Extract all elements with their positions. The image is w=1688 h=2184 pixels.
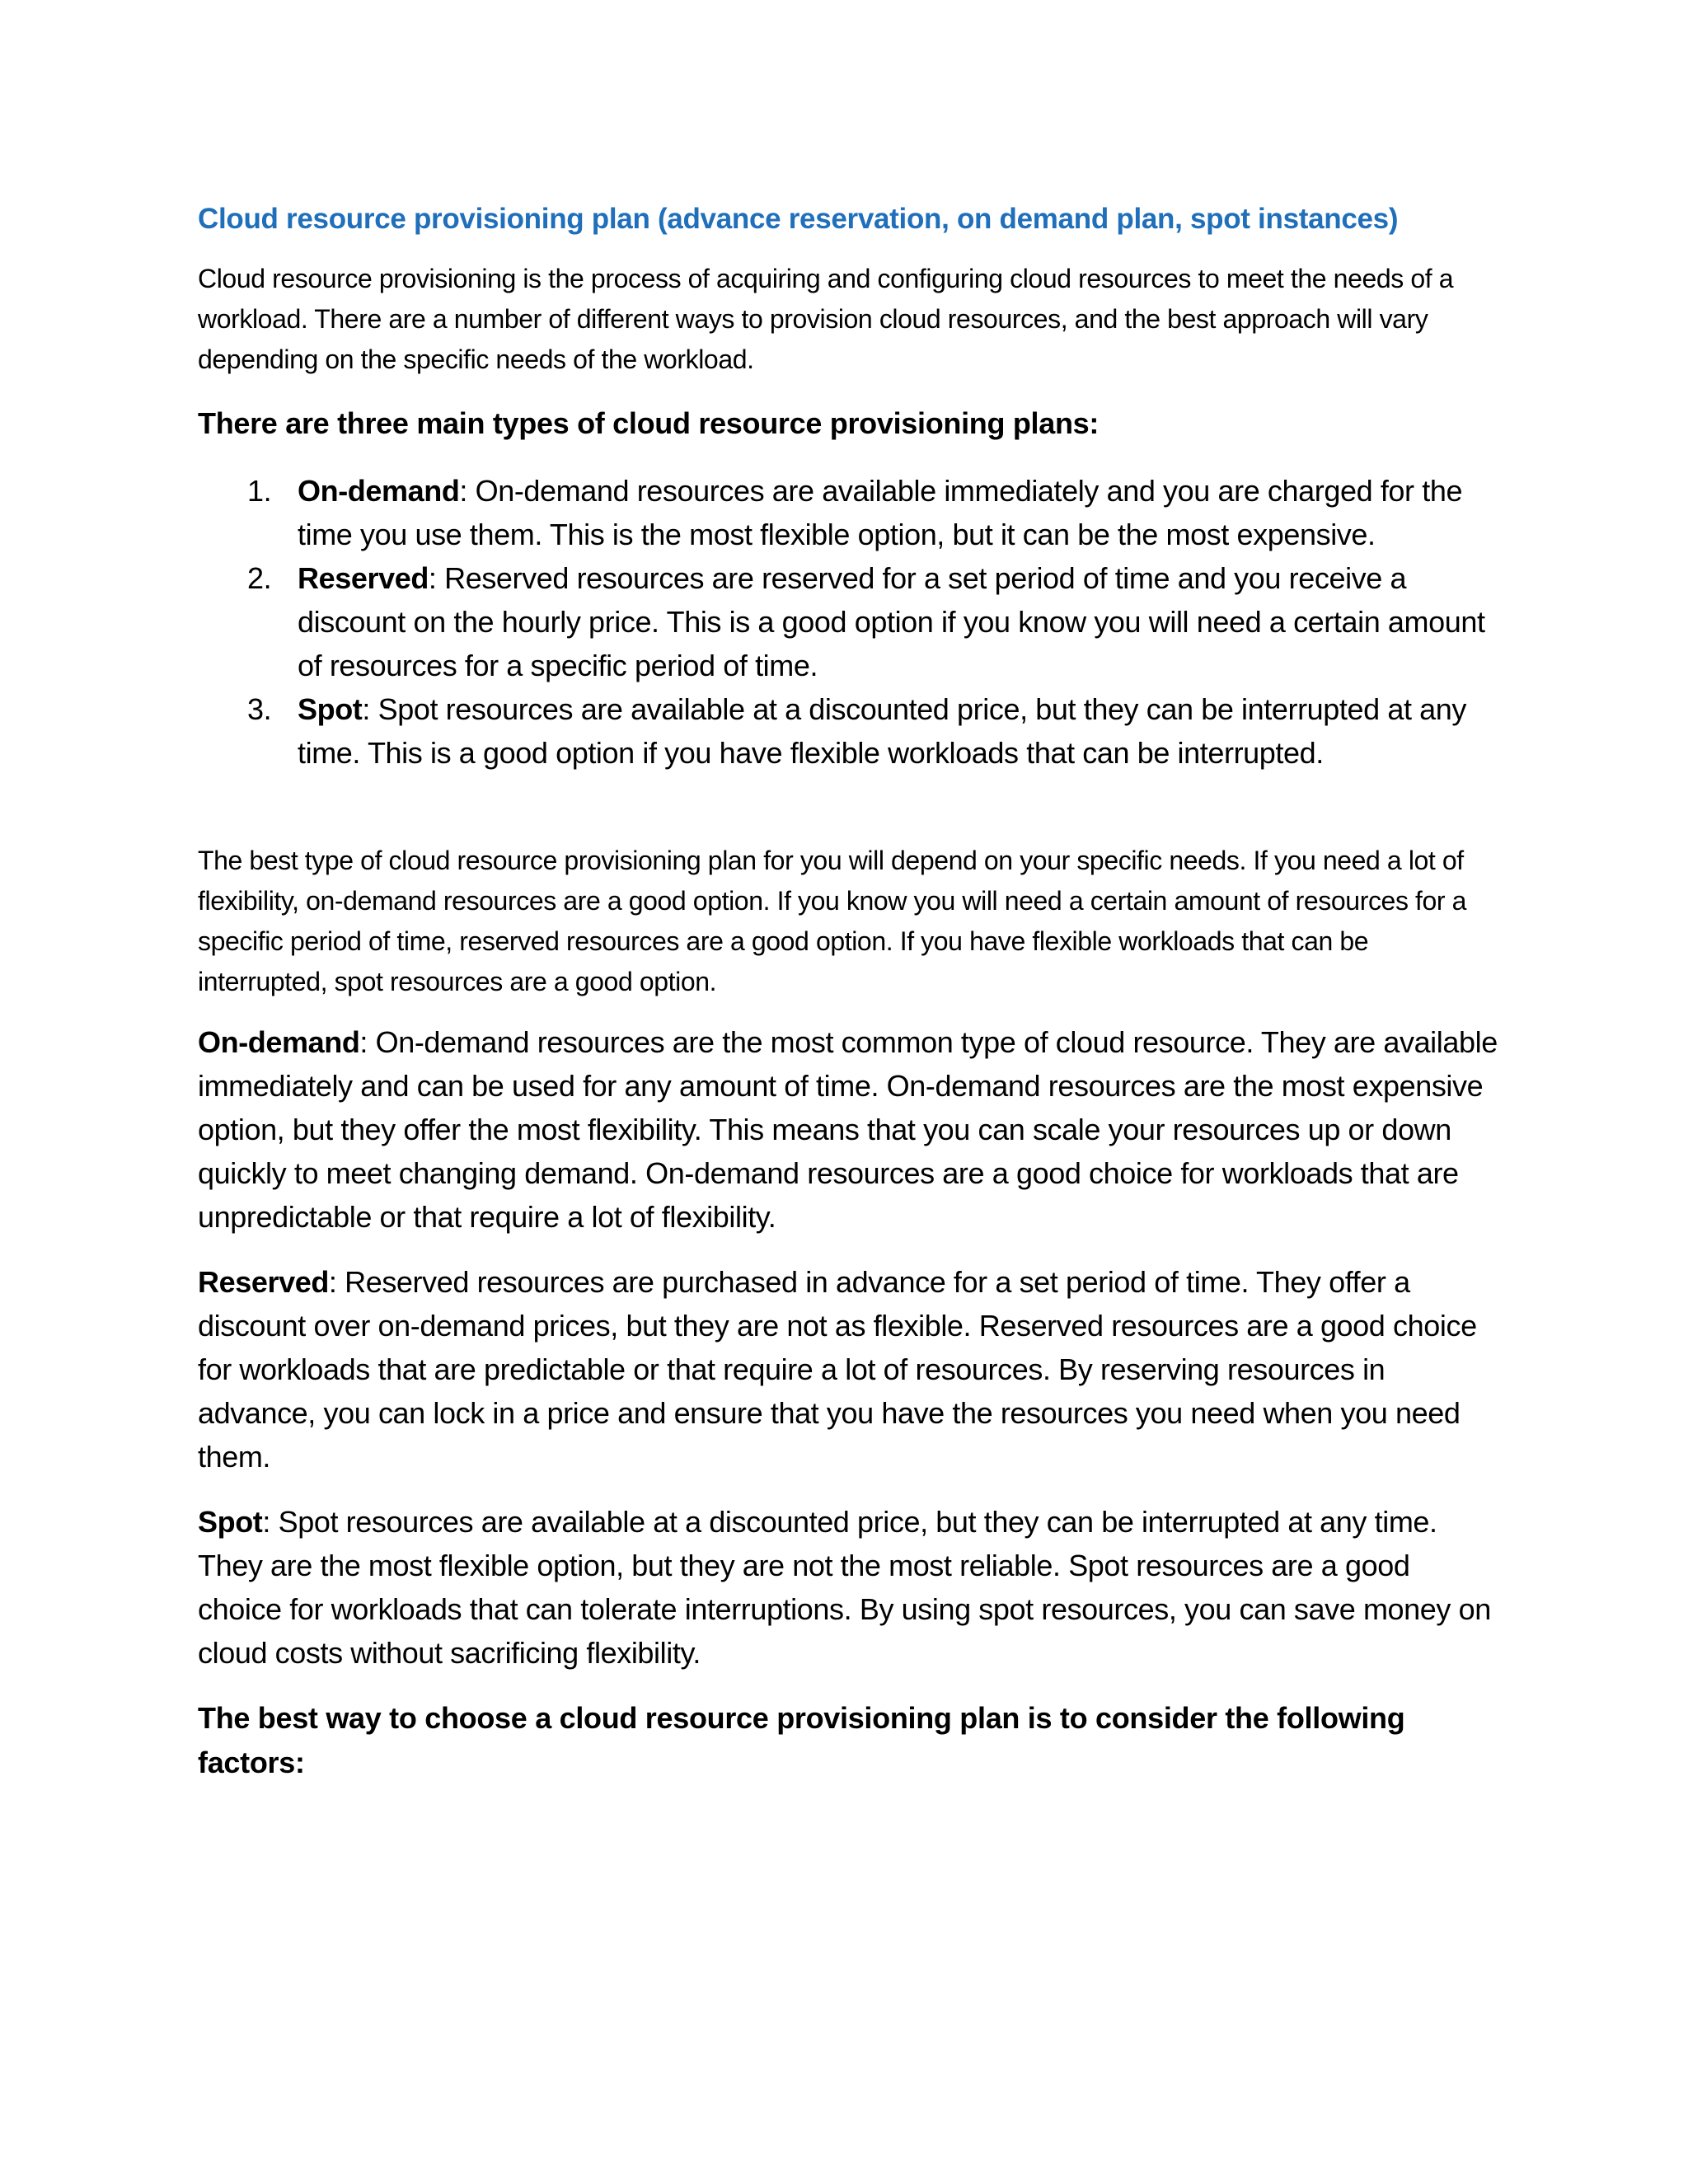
list-item-text: : On-demand resources are available immediately and you are charged for the time you use them. This is the most flexible option, but it can be the most expensive. bbox=[298, 474, 1463, 551]
detail-paragraph-reserved bbox=[198, 1260, 1500, 1479]
intro-paragraph: Cloud resource provisioning is the process of acquiring and configuring cloud resources to meet the needs of a workload. There are a number of different ways to provision cloud resources, and the best approach will vary depending on the specific needs of the workload. bbox=[198, 264, 1454, 374]
list-item bbox=[198, 469, 1500, 556]
list-item-number: 1. bbox=[247, 474, 272, 508]
detail-text: : Reserved resources are purchased in advance for a set period of time. They offer a discount over on-demand prices, but they are not as flexible. Reserved resources are a good choice for workloads that are predictable or that require a lot of resources. By reserving resources in advance, you can lock in a price and ensure that you have the resources you need when you need them. bbox=[198, 1265, 1477, 1474]
detail-term: On-demand bbox=[198, 1025, 360, 1059]
types-heading: There are three main types of cloud resource provisioning plans: bbox=[198, 406, 1100, 440]
blank-line bbox=[198, 775, 1500, 823]
detail-paragraph-on-demand bbox=[198, 1020, 1500, 1239]
document-page bbox=[198, 198, 1500, 1785]
detail-term: Spot bbox=[198, 1505, 263, 1539]
detail-term: Reserved bbox=[198, 1265, 329, 1299]
detail-text: : On-demand resources are the most common type of cloud resource. They are available immediately and can be used for any amount of time. On-demand resources are the most expensive option, but they offer the most flexibility. This means that you can scale your resources up or down quickly to meet changing demand. On-demand resources are a good choice for workloads that are unpredictable or that require a lot of flexibility. bbox=[198, 1025, 1498, 1234]
list-item-text: : Reserved resources are reserved for a set period of time and you receive a discount on the hourly price. This is a good option if you know you will need a certain amount of resources for a specific period of time. bbox=[298, 561, 1485, 682]
list-item-term: Spot bbox=[298, 692, 363, 726]
list-item-term: Reserved bbox=[298, 561, 429, 595]
best-type-paragraph: The best type of cloud resource provisioning plan for you will depend on your specific needs. If you need a lot of flexibility, on-demand resources are a good option. If you know you will need a certain amount of resources for a specific period of time, reserved resources are a good option. If you have flexible workloads that can be interrupted, spot resources are a good option. bbox=[198, 846, 1467, 996]
factors-heading: The best way to choose a cloud resource provisioning plan is to consider the following factors: bbox=[198, 1701, 1405, 1779]
document-title: Cloud resource provisioning plan (advance reservation, on demand plan, spot instances) bbox=[198, 203, 1399, 235]
detail-text: : Spot resources are available at a discounted price, but they can be interrupted at any time. They are the most flexible option, but they are not the most reliable. Spot resources are a good choice for workloads that can tolerate interruptions. By using spot resources, you can save money on cloud costs without sacrificing flexibility. bbox=[198, 1505, 1491, 1670]
list-item-number: 3. bbox=[247, 692, 272, 726]
list-item-term: On-demand bbox=[298, 474, 460, 508]
list-item-text: : Spot resources are available at a discounted price, but they can be interrupted at any time. This is a good option if you have flexible workloads that can be interrupted. bbox=[298, 692, 1467, 770]
detail-paragraph-spot bbox=[198, 1500, 1500, 1675]
list-item-number: 2. bbox=[247, 561, 272, 595]
list-item bbox=[198, 687, 1500, 775]
types-list bbox=[198, 469, 1500, 775]
list-item bbox=[198, 556, 1500, 687]
